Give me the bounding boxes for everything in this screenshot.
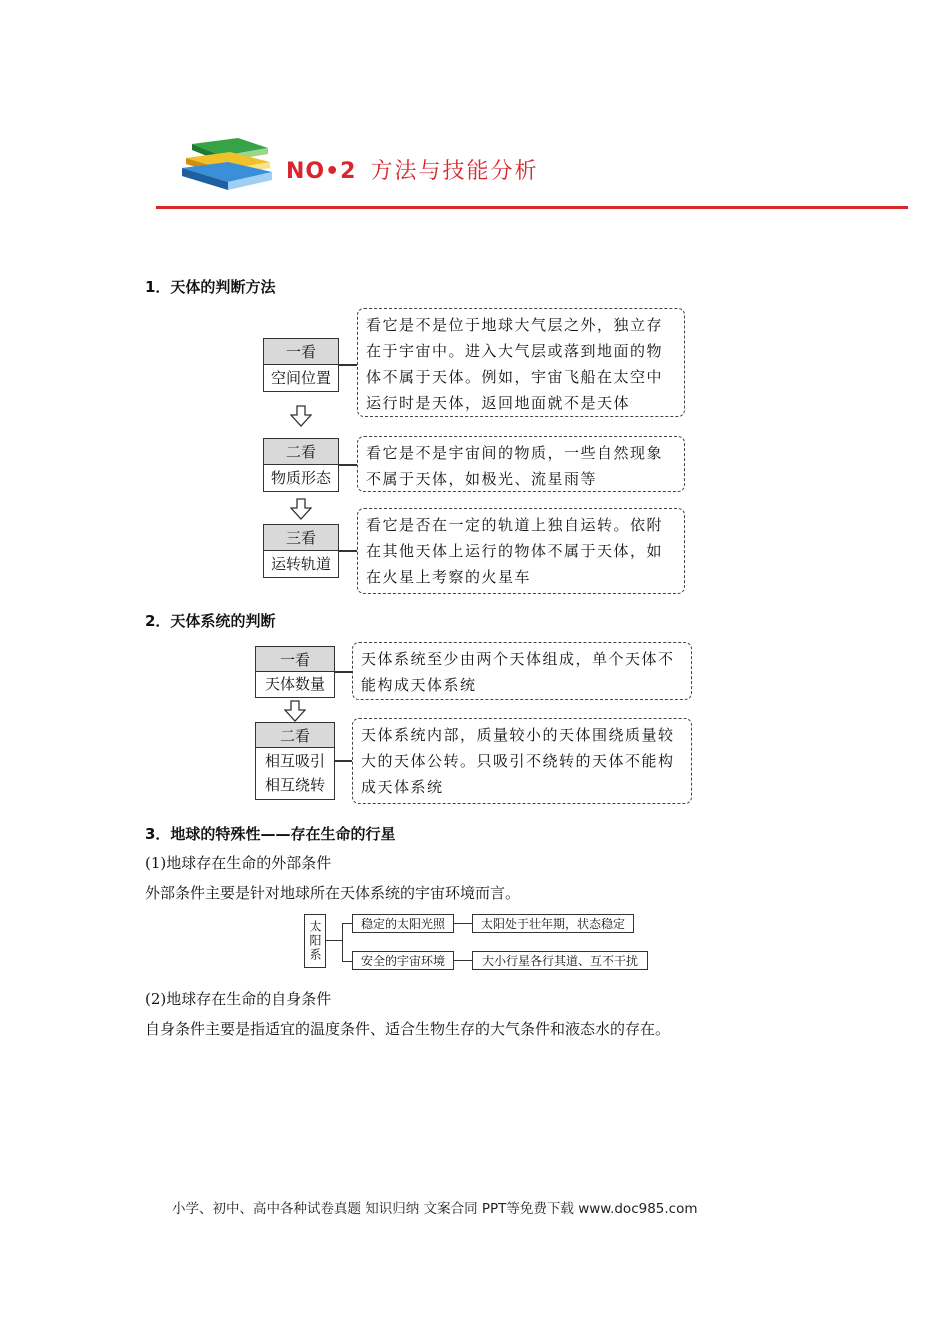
paragraph-internal: 自身条件主要是指适宜的温度条件、适合生物生存的大气条件和液态水的存在。 [145,1020,671,1038]
diagram-root-box [304,914,326,968]
stage-label-bottom-group [256,748,334,798]
connector-line [339,550,357,552]
down-arrow-icon [284,700,306,722]
description-box-2-1: 天体系统至少由两个天体组成，单个天体不能构成天体系统 [352,642,692,700]
diagram-line [342,961,352,962]
stage-box-1-2 [263,438,339,492]
stage-box-1-1 [263,338,339,392]
stage-box-2-1 [255,646,335,698]
paragraph-external: 外部条件主要是针对地球所在天体系统的宇宙环境而言。 [145,884,521,902]
stage-label-top: 一看 [264,339,338,365]
stage-label-bottom: 天体数量 [264,675,325,693]
stage-label-top: 三看 [264,525,338,551]
header-divider [156,206,908,209]
description-box-1-2: 看它是不是宇宙间的物质，一些自然现象不属于天体，如极光、流星雨等 [357,436,685,492]
stage-box-2-2 [255,722,335,800]
stage-label-bottom: 物质形态 [270,468,331,487]
diagram-line [342,923,343,961]
section-number-badge: NO•2 [286,159,357,184]
down-arrow-icon [290,498,312,520]
connector-line [339,464,357,466]
stage-label-line: 相互绕转 [264,776,325,794]
subheading-internal: (2)地球存在生命的自身条件 [145,990,332,1008]
diagram-line [454,960,472,961]
section2-heading: 2．天体系统的判断 [145,612,276,630]
diagram-reason-box: 大小行星各行其道、互不干扰 [472,951,648,970]
down-arrow-icon [290,405,312,427]
connector-line [335,671,352,673]
diagram-line [342,923,352,924]
diagram-root-label: 太阳系 [308,920,322,962]
stage-label-top: 二看 [256,723,334,748]
stage-label-top: 二看 [264,439,338,465]
footer-text: 小学、初中、高中各种试卷真题 知识归纳 文案合同 PPT等免费下载 www.doc985.com [172,1201,698,1217]
section3-heading: 3．地球的特殊性——存在生命的行星 [145,825,396,843]
stage-label-bottom: 运转轨道 [270,554,331,573]
description-box-1-3: 看它是否在一定的轨道上独自运转。依附在其他天体上运行的物体不属于天体，如在火星上考察的火星车 [357,508,685,594]
header-title: 方法与技能分析 [370,159,539,184]
diagram-condition-box: 稳定的太阳光照 [352,914,454,933]
stage-box-1-3 [263,524,339,578]
description-box-1-1: 看它是不是位于地球大气层之外，独立存在于宇宙中。进入大气层或落到地面的物体不属于天体。例如，宇宙飞船在太空中运行时是天体，返回地面就不是天体 [357,308,685,417]
connector-line [339,364,357,366]
diagram-condition-box: 安全的宇宙环境 [352,951,454,970]
page-header [286,154,539,188]
stacked-books-icon [182,124,274,190]
section1-heading: 1．天体的判断方法 [145,278,276,296]
stage-label-bottom: 空间位置 [270,368,331,387]
description-box-2-2: 天体系统内部，质量较小的天体围绕质量较大的天体公转。只吸引不绕转的天体不能构成天体系统 [352,718,692,804]
connector-line [335,760,352,762]
stage-label-top: 一看 [256,647,334,672]
diagram-reason-box: 太阳处于壮年期，状态稳定 [472,914,634,933]
subheading-external: (1)地球存在生命的外部条件 [145,854,332,872]
stage-label-line: 相互吸引 [264,752,325,770]
diagram-line [326,940,342,941]
diagram-line [454,923,472,924]
